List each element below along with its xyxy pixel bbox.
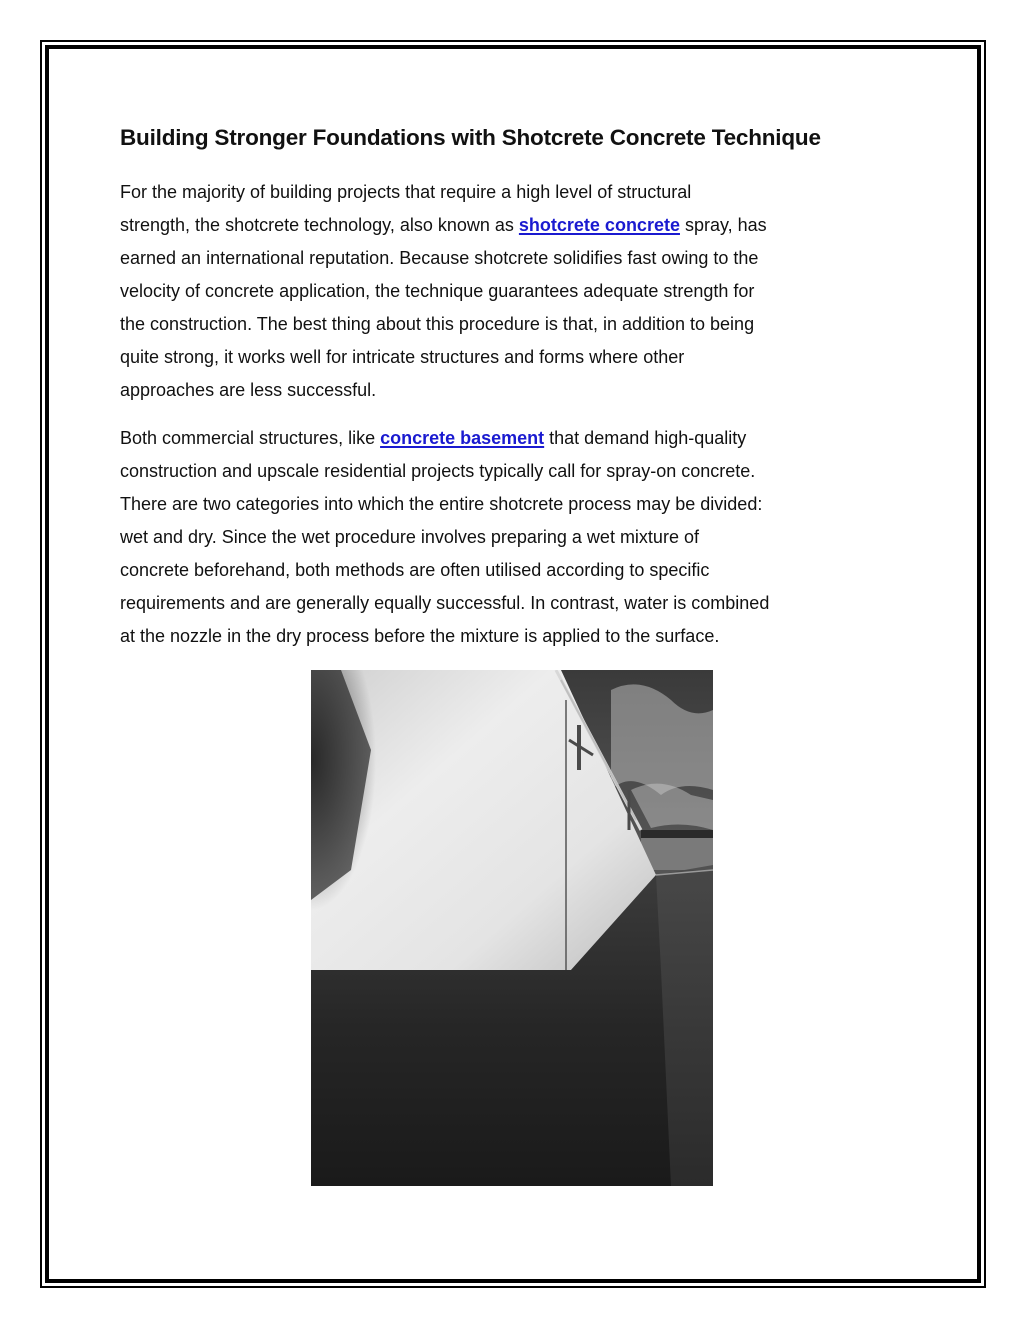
paragraph-2 (120, 422, 910, 653)
concrete-basement-link[interactable]: concrete basement (380, 428, 545, 448)
paragraph-1-line-6: quite strong, it works well for intricate structures and forms where other (120, 347, 685, 367)
paragraph-1-line-2-start: strength, the shotcrete technology, also known as (120, 215, 519, 235)
paragraph-1-line-2-end: spray, has (679, 215, 767, 235)
paragraph-1-line-4: velocity of concrete application, the technique guarantees adequate strength for (120, 281, 755, 301)
paragraph-2-line-1-end: that demand high-quality (544, 428, 747, 448)
tree-line (641, 830, 713, 838)
paragraph-2-line-3: There are two categories into which the entire shotcrete process may be divided: (120, 494, 763, 514)
paragraph-2-line-4: wet and dry. Since the wet procedure involves preparing a wet mixture of (120, 527, 699, 547)
paragraph-1-line-2 (120, 209, 910, 242)
paragraph-2-line-5: concrete beforehand, both methods are often utilised according to specific (120, 560, 710, 580)
paragraph-2-line-2: construction and upscale residential projects typically call for spray-on concrete. (120, 461, 756, 481)
paragraph-2-line-1-start: Both commercial structures, like (120, 428, 381, 448)
paragraph-1-line-7: approaches are less successful. (120, 380, 377, 400)
paragraph-2-line-7: at the nozzle in the dry process before the mixture is applied to the surface. (120, 626, 720, 646)
paragraph-1-line-1: For the majority of building projects that require a high level of structural (120, 182, 692, 202)
paragraph-1-line-5: the construction. The best thing about this procedure is that, in addition to being (120, 314, 755, 334)
paragraph-1 (120, 176, 910, 407)
document-title: Building Stronger Foundations with Shotcrete Concrete Technique (120, 125, 821, 150)
shotcrete-wall-photo (311, 670, 713, 1186)
shotcrete-concrete-link[interactable]: shotcrete concrete (518, 215, 680, 235)
paragraph-2-line-1 (120, 422, 910, 455)
paragraph-2-line-6: requirements and are generally equally successful. In contrast, water is combined (120, 593, 770, 613)
paragraph-1-line-3: earned an international reputation. Because shotcrete solidifies fast owing to the (120, 248, 759, 268)
